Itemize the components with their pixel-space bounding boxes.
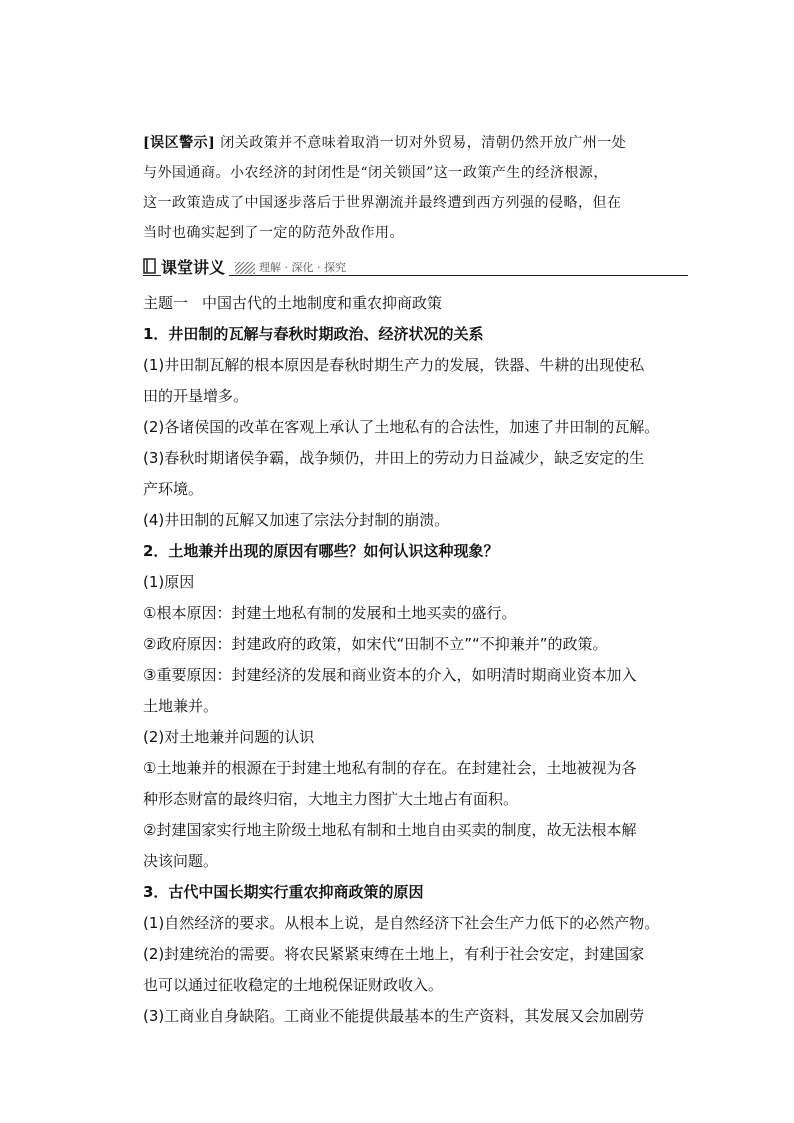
paragraph-line: ②封建国家实行地主阶级土地私有制和土地自由买卖的制度，故无法根本解 (143, 821, 637, 839)
paragraph-line: 土地兼并。 (143, 697, 219, 715)
paragraph-line: (1)自然经济的要求。从根本上说，是自然经济下社会生产力低下的必然产物。 (143, 914, 660, 932)
section-subtitle: 理解 · 深化 · 探究 (259, 259, 350, 275)
paragraph-line: 也可以通过征收稳定的土地税保证财政收入。 (143, 976, 444, 994)
section-header (143, 254, 688, 284)
paragraph-line: ②政府原因：封建政府的政策，如宋代“田制不立”“不抑兼并”的政策。 (143, 635, 608, 653)
warning-line: 当时也确实起到了一定的防范外敌作用。 (143, 225, 404, 241)
warning-line: 这一政策造成了中国逐步落后于世界潮流并最终遭到西方列强的侵略，但在 (143, 195, 622, 211)
warning-line: [误区警示] 闭关政策并不意味着取消一切对外贸易，清朝仍然开放广州一处 (143, 135, 627, 151)
paragraph-line: 种形态财富的最终归宿，大地主力图扩大土地占有面积。 (143, 790, 519, 808)
paragraph-line: ①土地兼并的根源在于封建土地私有制的存在。在封建社会，土地被视为各 (143, 759, 637, 777)
document-page (143, 128, 688, 1032)
paragraph-line: (2)封建统治的需要。将农民紧紧束缚在土地上，有利于社会安定，封建国家 (143, 945, 645, 963)
paragraph-line: ①根本原因：封建土地私有制的发展和土地买卖的盛行。 (143, 604, 517, 622)
paragraph-line: (1)原因 (143, 573, 195, 591)
book-icon (143, 258, 157, 274)
paragraph-line: (3)工商业自身缺陷。工商业不能提供最基本的生产资料，其发展又会加剧劳 (143, 1007, 645, 1025)
paragraph-line: (3)春秋时期诸侯争霸，战争频仍，井田上的劳动力日益减少，缺乏安定的生 (143, 449, 645, 467)
paragraph-line: (2)对土地兼并问题的认识 (143, 728, 315, 746)
section-title: 课堂讲义 (161, 255, 229, 278)
subheading: 1．井田制的瓦解与春秋时期政治、经济状况的关系 (143, 325, 484, 343)
paragraph-line: 产环境。 (143, 480, 204, 498)
misconception-warning (143, 128, 688, 248)
subheading: 2．土地兼并出现的原因有哪些？如何认识这种现象？ (143, 542, 499, 560)
paragraph-line: (1)井田制瓦解的根本原因是春秋时期生产力的发展，铁器、牛耕的出现使私 (143, 356, 645, 374)
paragraph-line: (4)井田制的瓦解又加速了宗法分封制的崩溃。 (143, 511, 450, 529)
warning-tag: [误区警示] (143, 135, 216, 151)
paragraph-line: 田的开垦增多。 (143, 387, 249, 405)
paragraph-line: 决该问题。 (143, 852, 219, 870)
paragraph-line: ③重要原因：封建经济的发展和商业资本的介入，如明清时期商业资本加入 (143, 666, 637, 684)
warning-line: 与外国通商。小农经济的封闭性是“闭关锁国”这一政策产生的经济根源， (143, 165, 608, 181)
paragraph-line: (2)各诸侯国的改革在客观上承认了土地私有的合法性，加速了井田制的瓦解。 (143, 418, 660, 436)
hatch-decoration (235, 262, 255, 274)
topic-heading: 主题一 中国古代的土地制度和重农抑商政策 (143, 294, 443, 312)
subheading: 3．古代中国长期实行重农抑商政策的原因 (143, 883, 424, 901)
